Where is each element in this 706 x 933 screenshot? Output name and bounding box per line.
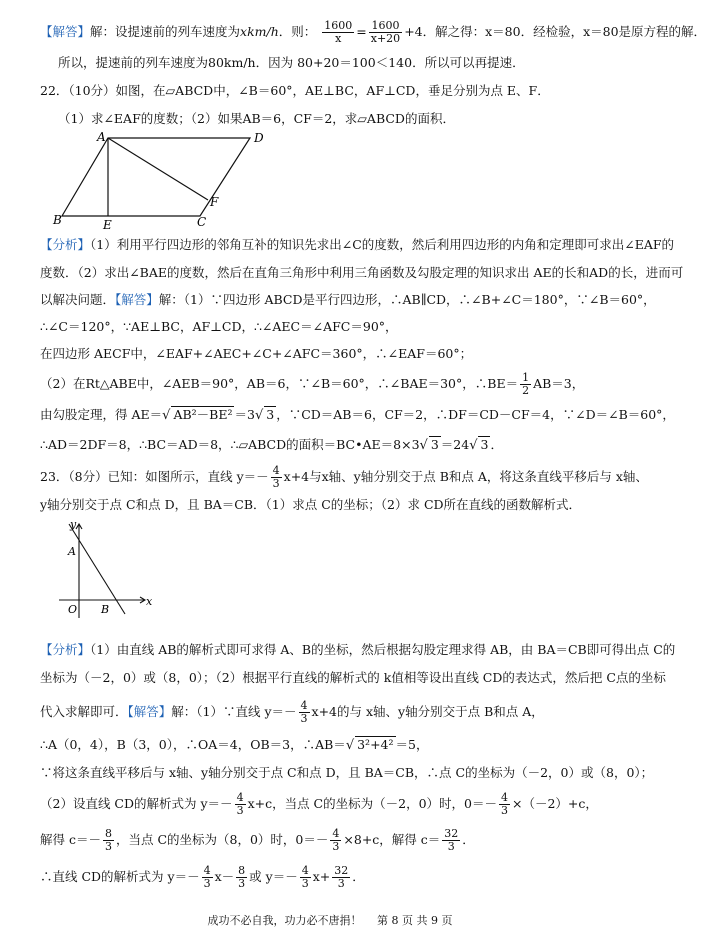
q22-analysis-3: 以解决问题．【解答】解：（1）∵四边形 ABCD是平行四边形，∴AB∥CD，∴∠B+∠C＝180°，∵∠B＝60°， [40,292,656,307]
label-A: A [68,545,76,558]
page-number: 第 8 页 共 9 页 [377,914,453,927]
q21-answer-line-1: 【解答】解：设提速前的列车速度为xkm/h．则： $\frac{1600}{x}$ = $\frac{1600}{x+20}$ +4．解之得：x＝80．经检验，x＝80是原方程的解． [40,19,706,45]
label-F: F [210,195,219,209]
q23-analysis-1: 【分析】（1）由直线 AB的解析式即可求得 A、B的坐标，然后根据勾股定理求得 AB，由 BA＝CB即可得出点 C的 [40,642,676,657]
q23-title-1: 23．（8分）已知：如图所示，直线 y＝－ $\frac{4}{3}$ x+4与x轴、y轴分别交于点 B和点 A，将这条直线平移后与 x轴、 [40,464,648,490]
label-O: O [68,603,78,616]
q23-solution-2: ∵将这条直线平移后与 x轴、y轴分别交于点 C和点 D，且 BA＝CB，∴点 C的坐标为（－2，0）或（8，0）； [40,765,654,780]
label-B: B [101,603,110,616]
q21-answer-line-2: 所以，提速前的列车速度为80km/h．因为 80+20＝100＜140．所以可以再提速． [58,55,525,70]
label-y: y [70,518,77,531]
q23-solution-3: （2）设直线 CD的解析式为 y＝－ $\frac{4}{3}$ x+c，当点 C的坐标为（－2，0）时，0＝－ $\frac{4}{3}$ ×（－2）+c， [40,791,598,817]
coordinate-figure [55,518,165,628]
q22-solution-5: ∴AD＝2DF＝8，∴BC＝AD＝8，∴▱ABCD的面积＝BC•AE＝8×3√ 3 ＝24√ 3 ． [40,437,503,453]
q23-solution-4: 解得 c＝－ $\frac{8}{3}$ ，当点 C的坐标为（8，0）时，0＝－ $\frac{4}{3}$ ×8+c，解得 c＝ $\frac{32}{3}$ ． [40,827,475,853]
q22-solution-4: 由勾股定理，得 AE＝√ AB²－BE² ＝3√ 3 ，∵CD＝AB＝6，CF＝2，∴DF＝CD－CF＝4，∵∠D＝∠B＝60°， [40,407,675,423]
q22-title: 22．（10分）如图，在▱ABCD中，∠B＝60°，AE⊥BC，AF⊥CD，垂足分别为点 E、F． [40,83,550,98]
fraction: $\frac{1600}{x+20}$ [370,19,401,45]
label-D: D [254,131,264,145]
q23-solution-5: ∴直线 CD的解析式为 y＝－ $\frac{4}{3}$ x－ $\frac{8}{3}$ 或 y＝－ $\frac{4}{3}$ x+ $\frac{32}{3}$ ． [40,864,365,890]
q23-title-2: y轴分别交于点 C和点 D，且 BA＝CB．（1）求点 C的坐标；（2）求 CD所在直线的函数解析式． [40,497,582,512]
q22-solution-1: ∴∠C＝120°，∵AE⊥BC，AF⊥CD，∴∠AEC＝∠AFC＝90°， [40,319,398,334]
q23-solution-1: ∴A（0，4），B（3，0），∴OA＝4，OB＝3，∴AB＝√ 3²+4² ＝5， [40,737,429,753]
q23-analysis-3: 代入求解即可．【解答】解：（1）∵直线 y＝－ $\frac{4}{3}$ x+4的与 x轴、y轴分别交于点 B和点 A， [40,699,544,725]
q22-solution-3: （2）在Rt△ABE中，∠AEB＝90°，AB＝6，∵∠B＝60°，∴∠BAE＝30°，∴BE＝ $\frac{1}{2}$ AB＝3， [40,371,585,397]
answer-tag: 【解答】 [40,24,91,39]
label-E: E [103,218,112,232]
parallelogram-figure [50,128,270,233]
q22-analysis-1: 【分析】（1）利用平行四边形的邻角互补的知识先求出∠C的度数，然后利用四边形的内角和定理即可求出∠EAF的 [40,237,675,252]
label-x: x [146,595,153,608]
label-B: B [53,213,62,227]
label-A: A [97,130,106,144]
fraction: $\frac{1600}{x}$ [324,19,353,45]
q23-analysis-2: 坐标为（－2，0）或（8，0）；（2）根据平行直线的解析式的 k值相等设出直线 CD的表达式，然后把 C点的坐标 [40,670,666,685]
q22-analysis-2: 度数．（2）求出∠BAE的度数，然后在直角三角形中利用三角函数及勾股定理的知识求出 AE的长和AD的长，进而可 [40,265,684,280]
label-C: C [197,215,207,229]
q22-parts: （1）求∠EAF的度数；（2）如果AB＝6，CF＝2，求▱ABCD的面积． [58,111,455,126]
q22-solution-2: 在四边形 AECF中，∠EAF+∠AEC+∠C+∠AFC＝360°，∴∠EAF＝60°； [40,346,473,361]
page-footer [0,912,660,928]
footer-motto: 成功不必自我，功力必不唐捐！ [207,914,362,927]
